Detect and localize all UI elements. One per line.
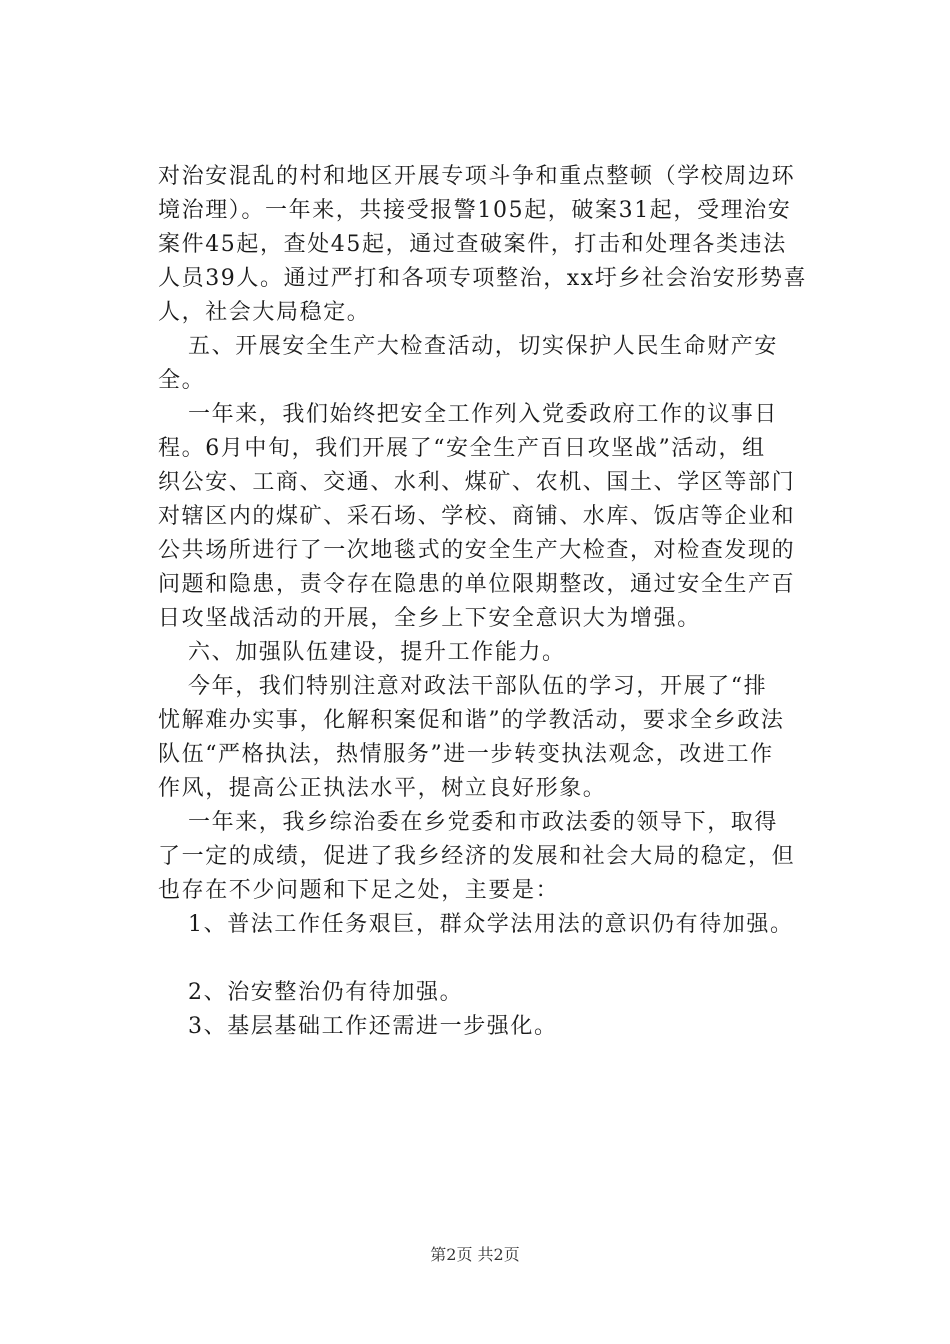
body-line: 队伍“严格执法，热情服务”进一步转变执法观念，改进工作 bbox=[158, 742, 774, 767]
blank-line bbox=[158, 942, 838, 976]
body-line: 人，社会大局稳定。 bbox=[158, 300, 371, 325]
body-line: 也存在不少问题和下足之处，主要是： bbox=[158, 878, 560, 903]
body-line: 一年来，我乡综治委在乡党委和市政法委的领导下，取得 bbox=[188, 810, 779, 835]
document-body bbox=[158, 160, 838, 1044]
body-line: 作风，提高公正执法水平，树立良好形象。 bbox=[158, 776, 607, 801]
page-footer: 第2页 共2页 bbox=[430, 1245, 520, 1264]
body-line: 一年来，我们始终把安全工作列入党委政府工作的议事日 bbox=[188, 402, 779, 427]
body-line: 问题和隐患，责令存在隐患的单位限期整改，通过安全生产百 bbox=[158, 572, 796, 597]
body-line: 织公安、工商、交通、水利、煤矿、农机、国土、学区等部门 bbox=[158, 470, 796, 495]
body-line: 程。6月中旬，我们开展了“安全生产百日攻坚战”活动，组 bbox=[158, 436, 766, 461]
body-line: 今年，我们特别注意对政法干部队伍的学习，开展了“排 bbox=[188, 674, 768, 699]
list-item: 2、治安整治仍有待加强。 bbox=[188, 980, 464, 1005]
body-line: 忧解难办实事，化解积案促和谐”的学教活动，要求全乡政法 bbox=[158, 708, 785, 733]
section-heading: 六、加强队伍建设，提升工作能力。 bbox=[188, 640, 566, 665]
body-line: 境治理）。一年来，共接受报警105起，破案31起，受理治安 bbox=[158, 198, 792, 223]
body-line: 了一定的成绩，促进了我乡经济的发展和社会大局的稳定，但 bbox=[158, 844, 796, 869]
body-line: 公共场所进行了一次地毯式的安全生产大检查，对检查发现的 bbox=[158, 538, 796, 563]
body-line: 对治安混乱的村和地区开展专项斗争和重点整顿（学校周边环 bbox=[158, 164, 796, 189]
body-line: 人员39人。通过严打和各项专项整治，xx圩乡社会治安形势喜 bbox=[158, 266, 808, 291]
list-item: 1、普法工作任务艰巨，群众学法用法的意识仍有待加强。 bbox=[188, 912, 794, 937]
body-line: 案件45起，查处45起，通过查破案件，打击和处理各类违法 bbox=[158, 232, 787, 257]
section-heading: 五、开展安全生产大检查活动，切实保护人民生命财产安 bbox=[188, 334, 779, 359]
body-line: 日攻坚战活动的开展，全乡上下安全意识大为增强。 bbox=[158, 606, 701, 631]
body-line: 对辖区内的煤矿、采石场、学校、商铺、水库、饭店等企业和 bbox=[158, 504, 796, 529]
body-line: 全。 bbox=[158, 368, 206, 393]
list-item: 3、基层基础工作还需进一步强化。 bbox=[188, 1014, 558, 1039]
